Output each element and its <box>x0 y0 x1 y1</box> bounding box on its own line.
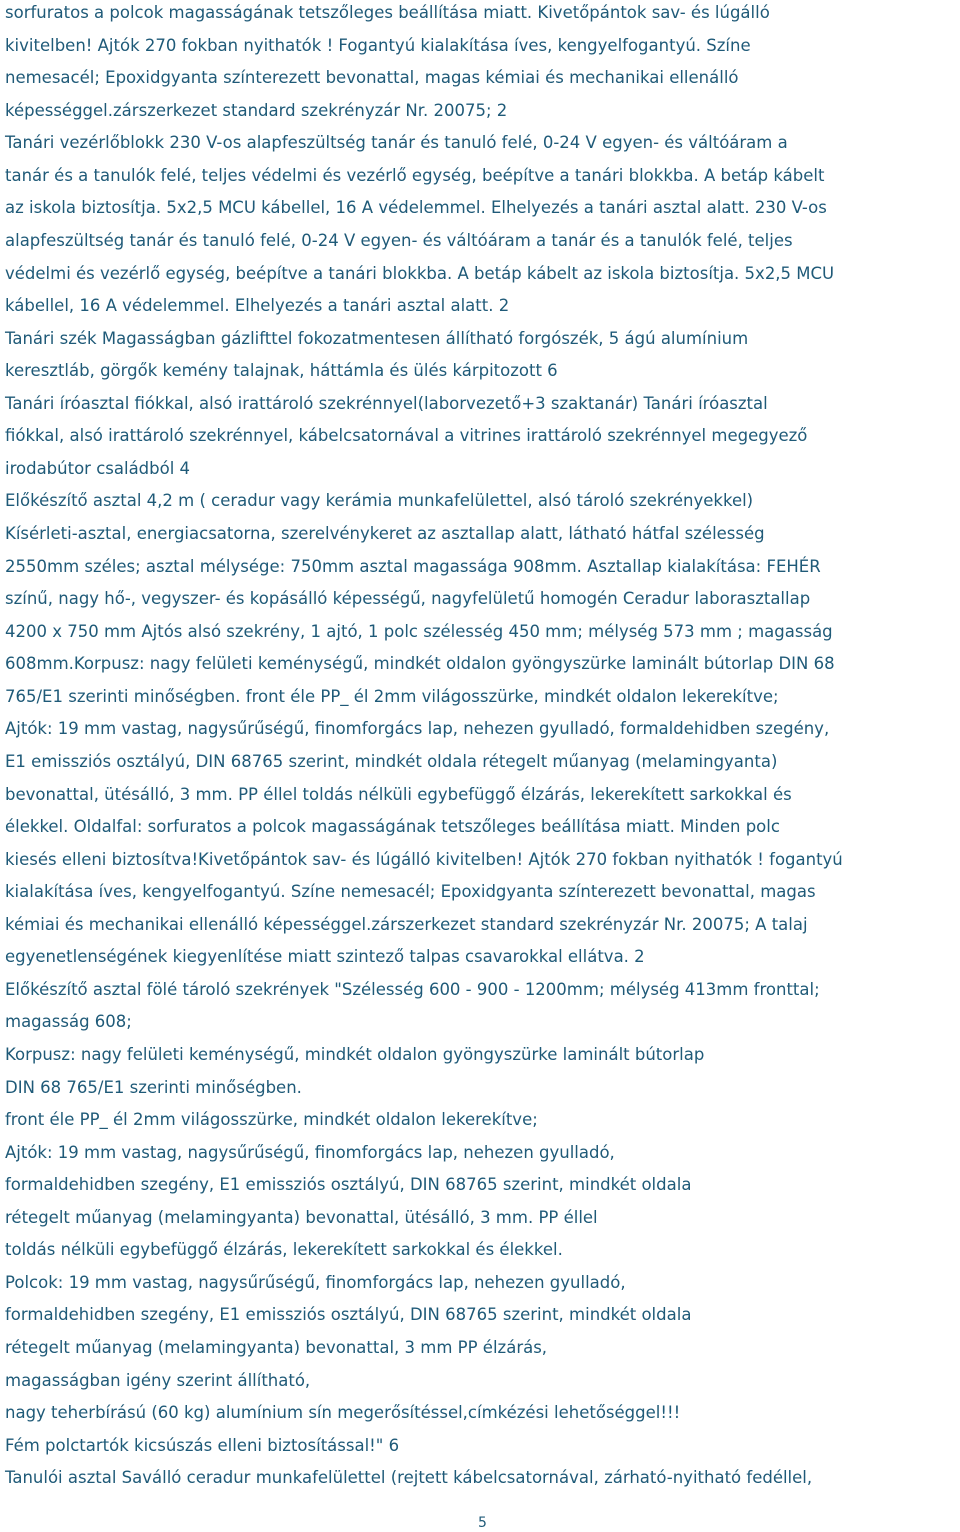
text-line: formaldehidben szegény, E1 emissziós osztályú, DIN 68765 szerint, mindkét oldala <box>5 1175 692 1194</box>
text-line: magasságban igény szerint állítható, <box>5 1371 311 1390</box>
text-line: fiókkal, alsó irattároló szekrénnyel, kábelcsatornával a vitrines irattároló szekrénnyel megegyező <box>5 426 808 445</box>
text-line: formaldehidben szegény, E1 emissziós osztályú, DIN 68765 szerint, mindkét oldala <box>5 1305 692 1324</box>
text-line: kialakítása íves, kengyelfogantyú. Színe nemesacél; Epoxidgyanta színterezett bevonattal, magas <box>5 882 816 901</box>
text-line: kábellel, 16 A védelemmel. Elhelyezés a tanári asztal alatt. 2 <box>5 296 510 315</box>
text-line: kémiai és mechanikai ellenálló képességgel.zárszerkezet standard szekrényzár Nr. 20075; A talaj <box>5 915 808 934</box>
document-page <box>5 0 960 1531</box>
text-line: Tanári szék Magasságban gázlifttel fokozatmentesen állítható forgószék, 5 ágú alumínium <box>5 329 749 348</box>
text-line: irodabútor családból 4 <box>5 459 191 478</box>
text-line: 608mm.Korpusz: nagy felületi keménységű, mindkét oldalon gyöngyszürke laminált bútorlap DIN 68 <box>5 654 835 673</box>
text-line: 2550mm széles; asztal mélysége: 750mm asztal magassága 908mm. Asztallap kialakítása: FEHÉR <box>5 557 821 576</box>
text-line: rétegelt műanyag (melamingyanta) bevonattal, 3 mm PP élzárás, <box>5 1338 548 1357</box>
text-line: keresztláb, görgők kemény talajnak, háttámla és ülés kárpitozott 6 <box>5 361 558 380</box>
text-line: bevonattal, ütésálló, 3 mm. PP éllel toldás nélküli egybefüggő élzárás, lekerekített sarkokkal és <box>5 785 792 804</box>
text-line: élekkel. Oldalfal: sorfuratos a polcok magasságának tetszőleges beállítása miatt. Minden polc <box>5 817 780 836</box>
text-line: Tanári vezérlőblokk 230 V-os alapfeszültség tanár és tanuló felé, 0-24 V egyen- és váltóáram a <box>5 133 788 152</box>
page-number: 5 <box>478 1515 487 1531</box>
text-line: egyenetlenségének kiegyenlítése miatt szintező talpas csavarokkal ellátva. 2 <box>5 947 645 966</box>
text-line: kivitelben! Ajtók 270 fokban nyithatók ! Fogantyú kialakítása íves, kengyelfogantyú. Színe <box>5 36 751 55</box>
text-line: sorfuratos a polcok magasságának tetszőleges beállítása miatt. Kivetőpántok sav- és lúgálló <box>5 3 770 22</box>
text-line: Ajtók: 19 mm vastag, nagysűrűségű, finomforgács lap, nehezen gyulladó, formaldehidben szegény, <box>5 719 830 738</box>
text-line: DIN 68 765/E1 szerinti minőségben. <box>5 1078 302 1097</box>
text-line: rétegelt műanyag (melamingyanta) bevonattal, ütésálló, 3 mm. PP éllel <box>5 1208 598 1227</box>
text-line: Előkészítő asztal 4,2 m ( ceradur vagy kerámia munkafelülettel, alsó tároló szekrényekkel) <box>5 491 754 510</box>
text-line: Tanári íróasztal fiókkal, alsó irattároló szekrénnyel(laborvezető+3 szaktanár) Tanári íróasztal <box>5 394 768 413</box>
text-line: Fém polctartók kicsúszás elleni biztosítással!" 6 <box>5 1436 400 1455</box>
text-line: kiesés elleni biztosítva!Kivetőpántok sav- és lúgálló kivitelben! Ajtók 270 fokban nyithatók ! fogantyú <box>5 850 843 869</box>
text-line: toldás nélküli egybefüggő élzárás, lekerekített sarkokkal és élekkel. <box>5 1240 563 1259</box>
text-line: 765/E1 szerinti minőségben. front éle PP_ él 2mm világosszürke, mindkét oldalon lekerekítve; <box>5 687 779 706</box>
text-line: védelmi és vezérlő egység, beépítve a tanári blokkba. A betáp kábelt az iskola biztosítja. 5x2,5 MCU <box>5 264 835 283</box>
text-line: nagy teherbírású (60 kg) alumínium sín megerősítéssel,címkézési lehetőséggel!!! <box>5 1403 681 1422</box>
text-line: képességgel.zárszerkezet standard szekrényzár Nr. 20075; 2 <box>5 101 508 120</box>
text-line: magasság 608; <box>5 1012 132 1031</box>
text-line: Polcok: 19 mm vastag, nagysűrűségű, finomforgács lap, nehezen gyulladó, <box>5 1273 626 1292</box>
text-line: az iskola biztosítja. 5x2,5 MCU kábellel, 16 A védelemmel. Elhelyezés a tanári asztal alatt. 230 V-os <box>5 198 827 217</box>
text-line: Előkészítő asztal fölé tároló szekrények "Szélesség 600 - 900 - 1200mm; mélység 413mm fronttal; <box>5 980 820 999</box>
text-line: színű, nagy hő-, vegyszer- és kopásálló képességű, nagyfelületű homogén Ceradur laborasztallap <box>5 589 811 608</box>
text-line: Tanulói asztal Saválló ceradur munkafelülettel (rejtett kábelcsatornával, zárható-nyitható fedéllel, <box>5 1468 813 1487</box>
text-line: alapfeszültség tanár és tanuló felé, 0-24 V egyen- és váltóáram a tanár és a tanulók felé, teljes <box>5 231 793 250</box>
text-line: nemesacél; Epoxidgyanta színterezett bevonattal, magas kémiai és mechanikai ellenálló <box>5 68 739 87</box>
text-line: tanár és a tanulók felé, teljes védelmi és vezérlő egység, beépítve a tanári blokkba. A betáp kábelt <box>5 166 825 185</box>
text-line: 4200 x 750 mm Ajtós alsó szekrény, 1 ajtó, 1 polc szélesség 450 mm; mélység 573 mm ; magasság <box>5 622 833 641</box>
text-line: Ajtók: 19 mm vastag, nagysűrűségű, finomforgács lap, nehezen gyulladó, <box>5 1143 615 1162</box>
text-line: Kísérleti-asztal, energiacsatorna, szerelvénykeret az asztallap alatt, látható hátfal szélesség <box>5 524 765 543</box>
text-line: Korpusz: nagy felületi keménységű, mindkét oldalon gyöngyszürke laminált bútorlap <box>5 1045 705 1064</box>
text-line: front éle PP_ él 2mm világosszürke, mindkét oldalon lekerekítve; <box>5 1110 538 1129</box>
text-line: E1 emissziós osztályú, DIN 68765 szerint, mindkét oldala rétegelt műanyag (melamingyanta) <box>5 752 778 771</box>
